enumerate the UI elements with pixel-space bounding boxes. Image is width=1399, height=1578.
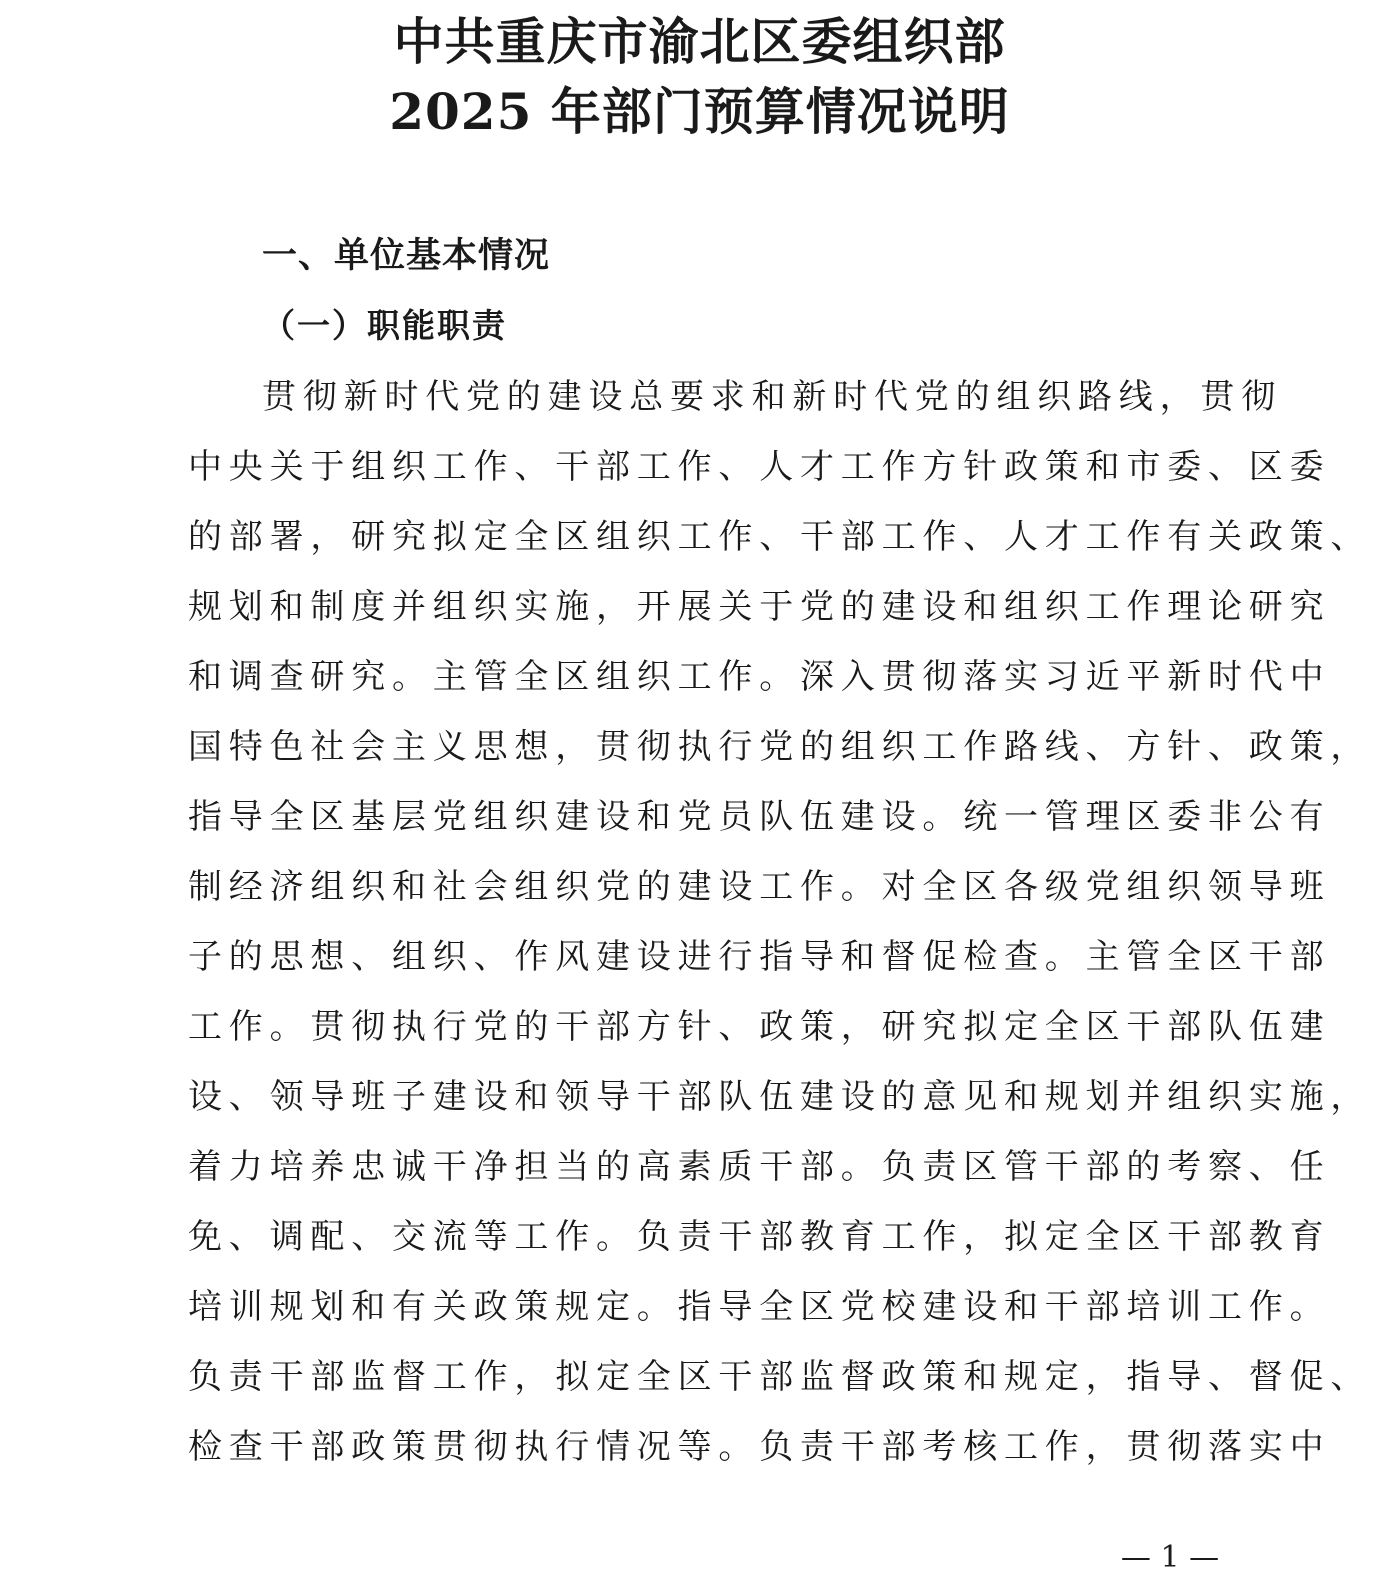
body-line-12: 着力培养忠诚干净担当的高素质干部。负责区管干部的考察、任 (188, 1147, 1331, 1187)
body-line-13: 免、调配、交流等工作。负责干部教育工作，拟定全区干部教育 (188, 1217, 1331, 1257)
body-line-10: 工作。贯彻执行党的干部方针、政策，研究拟定全区干部队伍建 (188, 1007, 1331, 1047)
body-line-3: 的部署，研究拟定全区组织工作、干部工作、人才工作有关政策、 (188, 517, 1372, 557)
body-line-11: 设、领导班子建设和领导干部队伍建设的意见和规划并组织实施， (188, 1077, 1372, 1117)
document-title-line-1: 中共重庆市渝北区委组织部 (393, 13, 1006, 71)
body-line-1: 贯彻新时代党的建设总要求和新时代党的组织路线，贯彻 (262, 377, 1282, 417)
body-line-4: 规划和制度并组织实施，开展关于党的建设和组织工作理论研究 (188, 587, 1331, 627)
body-line-8: 制经济组织和社会组织党的建设工作。对全区各级党组织领导班 (188, 867, 1331, 907)
page-number: — 1 — (1120, 1540, 1220, 1575)
body-line-2: 中央关于组织工作、干部工作、人才工作方针政策和市委、区委 (188, 447, 1331, 487)
body-line-9: 子的思想、组织、作风建设进行指导和督促检查。主管全区干部 (188, 937, 1331, 977)
section-heading: 一、单位基本情况 (262, 236, 551, 276)
body-line-16: 检查干部政策贯彻执行情况等。负责干部考核工作，贯彻落实中 (188, 1427, 1331, 1467)
body-line-15: 负责干部监督工作，拟定全区干部监督政策和规定，指导、督促、 (188, 1357, 1372, 1397)
body-line-6: 国特色社会主义思想，贯彻执行党的组织工作路线、方针、政策， (188, 727, 1372, 767)
body-line-5: 和调查研究。主管全区组织工作。深入贯彻落实习近平新时代中 (188, 657, 1331, 697)
document-title-line-2: 2025 年部门预算情况说明 (389, 82, 1010, 141)
body-line-7: 指导全区基层党组织建设和党员队伍建设。统一管理区委非公有 (188, 797, 1331, 837)
body-line-14: 培训规划和有关政策规定。指导全区党校建设和干部培训工作。 (188, 1287, 1331, 1327)
subsection-heading: （一）职能职责 (262, 306, 507, 345)
